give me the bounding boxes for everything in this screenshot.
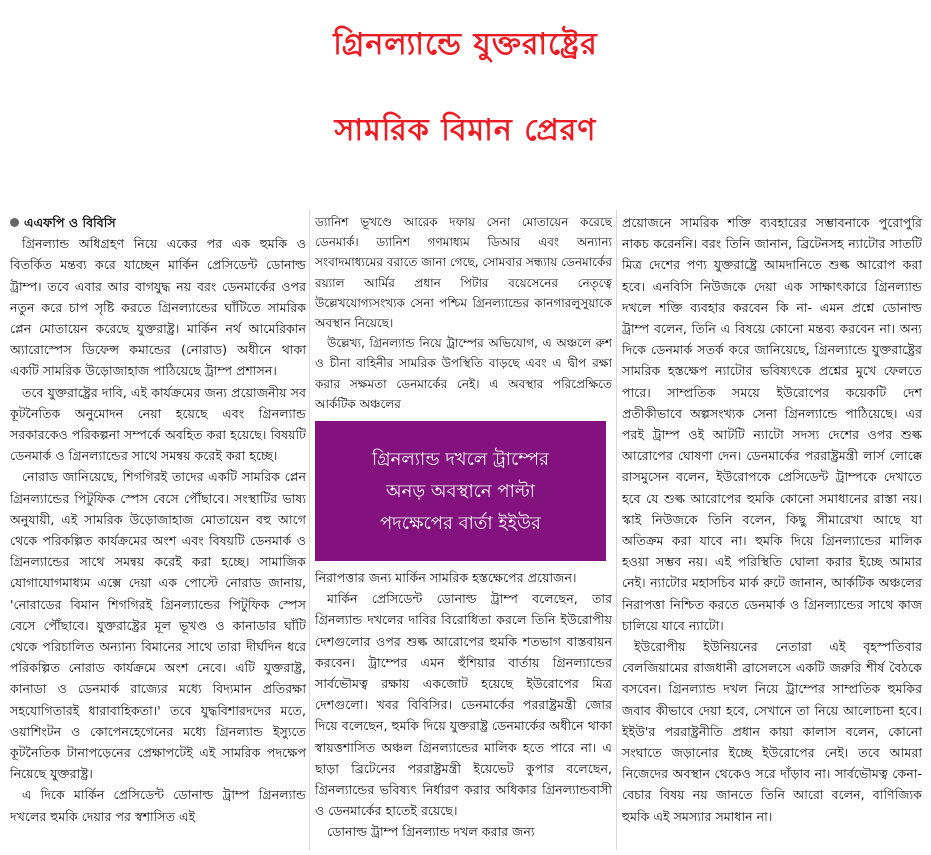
paragraph: মার্কিন প্রেসিডেন্ট ডোনাল্ড ট্রাম্প বলেছেন, তার গ্রিনল্যান্ড দখলের দাবির বিরোধিতা করলে তিনি ইউরোপীয় দেশগুলোর ওপর শুল্ক আরোপের হুমকি শতভাগ বাস্তবায়ন করবেন। ট্রাম্পের এমন হুঁশিয়ার বার্তায় গ্রিনল্যান্ডের সার্বভৌমত্ব রক্ষায় একজোট হয়েছে ইউরোপের মিত্র দেশগুলো। খবর বিবিসির। ডেনমার্কের পররাষ্ট্রমন্ত্রী জোর দিয়ে বলেছেন, হুমকি দিয়ে যুক্তরাষ্ট্র ডেনমার্কের অধীনে থাকা স্বায়ত্তশাসিত অঞ্চল গ্রিনল্যান্ডের মালিক হতে পারে না। এ ছাড়া ব্রিটেনের পররাষ্ট্রমন্ত্রী ইয়েভেট কুপার বলেছেন, গ্রিনল্যান্ডের ভবিষ্যৎ নির্ধারণ করার অধিকার গ্রিনল্যান্ডবাসী ও ডেনমার্কের হাতেই রয়েছে। <box>315 591 612 819</box>
bullet-icon <box>10 218 19 227</box>
paragraph: ইউরোপীয় ইউনিয়নের নেতারা এই বৃহস্পতিবার বেলজিয়ামের রাজধানী ব্রাসেলসে একটি জরুরি শীর্ষ বৈঠকে বসবেন। গ্রিনল্যান্ড দখল নিয়ে ট্রাম্পের সাম্প্রতিক হুমকির জবাব কীভাবে দেয়া হবে, সেখানে তা নিয়ে আলোচনা হবে। ইইউ'র পররাষ্ট্রনীতি প্রধান কায়া কালাস বলেন, কোনো সংঘাতে জড়ানোর ইচ্ছে ইউরোপের নেই। তবে আমরা নিজেদের অবস্থান থেকেও সরে দাঁড়াব না। সার্বভৌমত্ব কেনা-বেচার বিষয় নয় জানতে তিনি আরো বলেন, বাণিজ্যিক হুমকি এই সমস্যার সমাধান না। <box>622 639 922 824</box>
paragraph: এ দিকে মার্কিন প্রেসিডেন্ট ডোনাল্ড ট্রাম্প গ্রিনল্যান্ড দখলের হুমকি দেয়ার পর স্বশাসিত এই <box>10 787 306 824</box>
byline: এএফপি ও বিবিসি <box>10 212 306 233</box>
paragraph: ড্যানিশ ভূখণ্ডে আরেক দফায় সেনা মোতায়েন করেছে ডেনমার্ক। ড্যানিশ গণমাধ্যম ডিআর এবং অন্যান্য সংবাদমাধ্যমের বরাতে জানা গেছে, সোমবার সন্ধ্যায় ডেনমার্কের রয়্যাল আর্মির প্রধান পিটার বয়েসেনের নেতৃত্বে উল্লেখযোগ্যসংখ্যক সেনা পশ্চিম গ্রিনল্যান্ডের কানগারলুসুয়াকে অবস্থান নিয়েছে। <box>315 215 612 330</box>
paragraph: গ্রিনল্যান্ড অধিগ্রহণ নিয়ে একের পর এক হুমকি ও বিতর্কিত মন্তব্য করে যাচ্ছেন মার্কিন প্রেসিডেন্ট ডোনাল্ড ট্রাম্প। তবে এবার আর বাগযুদ্ধ নয় বরং ডেনমার্কের ওপর নতুন করে চাপ সৃষ্টি করতে গ্রিনল্যান্ডের ঘাঁটিতে সামরিক প্লেন মোতায়েন করেছে যুক্তরাষ্ট্র। মার্কিন নর্থ আমেরিকান অ্যারোস্পেস ডিফেন্স কমান্ডের (নোরাড) অধীনে থাকা একটি সামরিক উড়োজাহাজ পাঠিয়েছে ট্রাম্প প্রশাসন। <box>10 236 306 379</box>
paragraph: নিরাপত্তার জন্য মার্কিন সামরিক হস্তক্ষেপের প্রয়োজন। <box>315 570 577 585</box>
pull-quote-line-2: অনড় অবস্থানে পাল্টা <box>386 481 535 502</box>
paragraph: নোরাড জানিয়েছে, শিগগিরই তাদের একটি সামরিক প্লেন গ্রিনল্যান্ডের পিটুফিক স্পেস বেসে পৌঁছাবে। সংস্থাটির ভাষ্য অনুযায়ী, এই সামরিক উড়োজাহাজ মোতায়েন বহু আগে থেকে পরিকল্পিত কার্যক্রমের অংশ এবং বিষয়টি ডেনমার্ক ও গ্রিনল্যান্ডের সাথে সমন্বয় করেই করা হচ্ছে। সামাজিক যোগাযোগমাধ্যম এক্সে দেয়া এক পোস্টে নোরাড জানায়, 'নোরাডের বিমান শিগগিরই গ্রিনল্যান্ডের পিটুফিক স্পেস বেসে পৌঁছাবে। যুক্তরাষ্ট্রের মূল ভূখণ্ড ও কানাডার ঘাঁটি থেকে পরিচালিত অন্যান্য বিমানের সাথে তারা দীর্ঘদিন ধরে পরিকল্পিত নোরাড কার্যক্রমে অংশ নেবে। এটি যুক্তরাষ্ট্র, কানাডা ও ডেনমার্ক রাজ্যের মধ্যে বিদ্যমান প্রতিরক্ষা সহযোগিতারই ধারাবাহিকতা।' তবে যুদ্ধবিশারদদের মতে, ওয়াশিংটন ও কোপেনহেগেনের মধ্যে গ্রিনল্যান্ড ইস্যুতে কূটনৈতিক টানাপড়েনের প্রেক্ষাপটেই এই সামরিক পদক্ষেপ নিয়েছে যুক্তরাষ্ট্র। <box>10 469 306 782</box>
paragraph: উল্লেখ্য, গ্রিনল্যান্ড নিয়ে ট্রাম্পের অভিযোগ, এ অঞ্চলে রুশ ও চীনা বাহিনীর সামরিক উপস্থিতি বাড়ছে এবং এ দ্বীপ রক্ষা করার সক্ষমতা ডেনমার্কের নেই। এ অবস্থার পরিপ্রেক্ষিতে আর্কটিক অঞ্চলের <box>315 336 612 411</box>
column-divider <box>309 210 310 850</box>
article-column-2-top <box>315 212 612 414</box>
headline-line-1: গ্রিনল্যান্ডে যুক্তরাষ্ট্রের <box>333 27 598 62</box>
pull-quote-line-3: পদক্ষেপের বার্তা ইইউর <box>380 513 541 534</box>
article-column-2-bottom <box>315 567 612 843</box>
headline <box>0 2 931 174</box>
pull-quote-line-1: গ্রিনল্যান্ড দখলে ট্রাম্পের <box>372 449 549 470</box>
paragraph: প্রয়োজনে সামরিক শক্তি ব্যবহারের সম্ভাবনাকে পুরোপুরি নাকচ করেননি। বরং তিনি জানান, ব্রিটেনসহ ন্যাটোর সাতটি মিত্র দেশের পণ্য যুক্তরাষ্ট্রে আমদানিতে শুল্ক আরোপ করা হবে। এনবিসি নিউজকে দেয়া এক সাক্ষাৎকারে গ্রিনল্যান্ড দখলে শক্তি ব্যবহার করবেন কি না- এমন প্রশ্নে ডোনাল্ড ট্রাম্প বলেন, তিনি এ বিষয়ে কোনো মন্তব্য করবেন না। অন্য দিকে ডেনমার্ক সতর্ক করে জানিয়েছে, গ্রিনল্যান্ডে যুক্তরাষ্ট্রের সামরিক হস্তক্ষেপ ন্যাটোর ভবিষ্যৎকে প্রশ্নের মুখে ফেলতে পারে। সাম্প্রতিক সময়ে ইউরোপের কয়েকটি দেশ প্রতীকীভাবে অল্পসংখ্যক সেনা গ্রিনল্যান্ডে পাঠিয়েছে। এর পরই ট্রাম্প ওই আটটি ন্যাটো সদস্য দেশের ওপর শুল্ক আরোপের ঘোষণা দেন। ডেনমার্কের পররাষ্ট্রমন্ত্রী লার্স লোক্কে রাসমুসেন বলেন, ইউরোপকে প্রেসিডেন্ট ট্রাম্পকে দেখাতে হবে যে শুল্ক আরোপের হুমকি কোনো সমাধানের রাস্তা নয়। স্কাই নিউজকে তিনি বলেন, কিছু সীমারেখা আছে যা অতিক্রম করা যাবে না। হুমকি দিয়ে গ্রিনল্যান্ডের মালিক হওয়া সম্ভব নয়। এই পরিস্থিতি ঘোলা করার ইচ্ছে আমার নেই। ন্যাটোর মহাসচিব মার্ক রুটে জানান, আর্কটিক অঞ্চলের নিরাপত্তা নিশ্চিত করতে ডেনমার্ক ও গ্রিনল্যান্ডের সাথে কাজ চালিয়ে যাবে ন্যাটো। <box>622 215 922 633</box>
column-divider <box>616 210 617 850</box>
paragraph: তবে যুক্তরাষ্ট্রের দাবি, এই কার্যক্রমের জন্য প্রয়োজনীয় সব কূটনৈতিক অনুমোদন নেয়া হয়েছে এবং গ্রিনল্যান্ড সরকারকেও পরিকল্পনা সম্পর্কে অবহিত করা হয়েছে। বিষয়টি ডেনমার্ক ও গ্রিনল্যান্ডের সাথে সমন্বয় করেই করা হচ্ছে। <box>10 384 306 464</box>
article-column-1 <box>10 212 306 827</box>
paragraph: ডোনাল্ড ট্রাম্প গ্রিনল্যান্ড দখল করার জন্য <box>327 824 535 840</box>
article-column-3 <box>622 212 922 827</box>
pull-quote-box <box>315 421 606 561</box>
headline-line-2: সামরিক বিমান প্রেরণ <box>334 113 597 148</box>
